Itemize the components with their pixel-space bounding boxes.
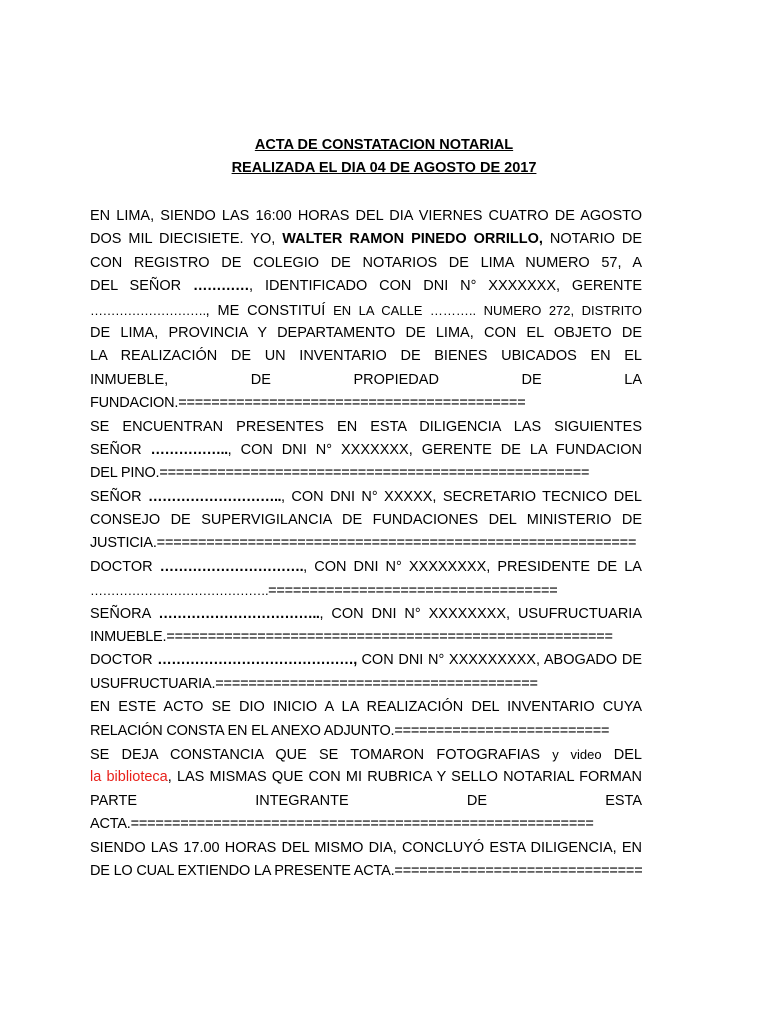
line-text: SE ENCUENTRAN PRESENTES EN ESTA DILIGENCIA LAS SIGUIENTES <box>90 418 642 435</box>
line-text: DEL SEÑOR <box>90 278 194 295</box>
line-text: CON DNI N° XXXXXXXXX, ABOGADO DE <box>361 652 642 669</box>
body-line <box>90 486 642 509</box>
body-line <box>90 322 642 345</box>
line-text: , ME CONSTITUÍ <box>205 302 334 319</box>
body-line <box>90 532 642 555</box>
body-line <box>90 673 642 696</box>
blank-placeholder: ……………………………………. <box>90 583 269 599</box>
line-text: , CON DNI N° XXXXXXX, GERENTE DE LA FUNDACION <box>227 441 642 458</box>
line-text: SEÑORA <box>90 605 159 622</box>
body-line <box>90 813 642 836</box>
line-text: DEL PINO.==================================================== <box>90 465 590 482</box>
body-line <box>90 649 642 672</box>
body-line <box>90 603 642 626</box>
blank-placeholder: ……………………………………, <box>157 652 357 669</box>
line-text: USUFRUCTUARIA.======================================= <box>90 675 538 692</box>
line-text: SIENDO LAS 17.00 HORAS DEL MISMO DIA, CONCLUYÓ ESTA DILIGENCIA, EN <box>90 839 642 856</box>
body-line <box>90 720 642 743</box>
body-line <box>90 743 642 766</box>
line-text: CON REGISTRO DE COLEGIO DE NOTARIOS DE LIMA NUMERO 57, A <box>90 254 642 271</box>
line-text: , IDENTIFICADO CON DNI N° XXXXXXX, GERENTE <box>249 278 642 295</box>
line-text: DOS MIL DIECISIETE. YO, <box>90 231 283 248</box>
body-line <box>90 860 642 883</box>
line-text: , CON DNI N° XXXXXXXX, PRESIDENTE DE LA <box>303 558 642 575</box>
blank-placeholder: …………………………….. <box>158 605 320 622</box>
body-line <box>90 205 642 228</box>
address-text: EN LA CALLE ……….. NUMERO 272, DISTRITO <box>333 302 642 318</box>
body-line <box>90 275 642 298</box>
line-text: y video <box>552 746 602 762</box>
line-text: PARTE INTEGRANTE DE ESTA <box>90 792 642 809</box>
line-text: FUNDACION.========================================== <box>90 395 526 412</box>
line-text: JUSTICIA.========================================================== <box>90 535 637 552</box>
notary-name: WALTER RAMON PINEDO ORRILLO, <box>282 231 543 248</box>
body-line <box>90 766 642 789</box>
line-text: INMUEBLE, DE PROPIEDAD DE LA <box>90 371 642 388</box>
blank-placeholder: ………… <box>193 278 250 295</box>
line-text: INMUEBLE.====================================================== <box>90 629 613 646</box>
line-text: DE LIMA, PROVINCIA Y DEPARTAMENTO DE LIMA, CON EL OBJETO DE <box>90 324 642 341</box>
body-line <box>90 299 642 322</box>
body-line <box>90 439 642 462</box>
body-line <box>90 228 642 251</box>
line-text: DOCTOR <box>90 652 158 669</box>
line-text: =================================== <box>268 583 558 600</box>
line-text: , CON DNI N° XXXXX, SECRETARIO TECNICO DEL <box>281 488 642 505</box>
blank-placeholder: ………………………. <box>90 302 206 318</box>
body-line <box>90 252 642 275</box>
blank-placeholder: ……………………….. <box>147 488 282 505</box>
line-text: EN LIMA, SIENDO LAS 16:00 HORAS DEL DIA VIERNES CUATRO DE AGOSTO <box>90 208 642 224</box>
body-line <box>90 509 642 532</box>
line-text: SEÑOR <box>90 488 148 505</box>
line-text: , CON DNI N° XXXXXXXX, USUFRUCTUARIA <box>319 605 642 622</box>
line-text: NOTARIO DE <box>549 231 642 248</box>
line-text: CONSEJO DE SUPERVIGILANCIA DE FUNDACIONES DEL MINISTERIO DE <box>90 512 642 529</box>
body-line <box>90 392 642 415</box>
blank-placeholder: …………….. <box>150 441 228 458</box>
line-text: , LAS MISMAS QUE CON MI RUBRICA Y SELLO NOTARIAL FORMAN <box>167 769 642 786</box>
blank-placeholder: …………………………. <box>159 558 304 575</box>
document-subtitle: REALIZADA EL DIA 04 DE AGOSTO DE 2017 <box>231 160 537 176</box>
line-text: DEL <box>601 746 642 763</box>
body-line <box>90 579 642 602</box>
body-line <box>90 696 642 719</box>
highlighted-text: la biblioteca <box>90 769 168 786</box>
body-line <box>90 556 642 579</box>
document-body <box>90 205 642 883</box>
line-text: SEÑOR <box>90 441 151 458</box>
line-text: DOCTOR <box>90 558 160 575</box>
body-line <box>90 416 642 439</box>
body-line <box>90 345 642 368</box>
body-line <box>90 837 642 860</box>
body-line <box>90 790 642 813</box>
line-text: ACTA.======================================================== <box>90 816 594 833</box>
body-line <box>90 462 642 485</box>
line-text: SE DEJA CONSTANCIA QUE SE TOMARON FOTOGRAFIAS <box>90 746 553 763</box>
body-line <box>90 369 642 392</box>
line-text: LA REALIZACIÓN DE UN INVENTARIO DE BIENES UBICADOS EN EL <box>90 348 642 365</box>
body-line <box>90 626 642 649</box>
line-text: RELACIÓN CONSTA EN EL ANEXO ADJUNTO.========================== <box>90 722 610 739</box>
line-text: EN ESTE ACTO SE DIO INICIO A LA REALIZACIÓN DEL INVENTARIO CUYA <box>90 699 642 716</box>
document-title: ACTA DE CONSTATACION NOTARIAL <box>254 137 514 153</box>
line-text: DE LO CUAL EXTIENDO LA PRESENTE ACTA.============================== <box>90 862 642 879</box>
